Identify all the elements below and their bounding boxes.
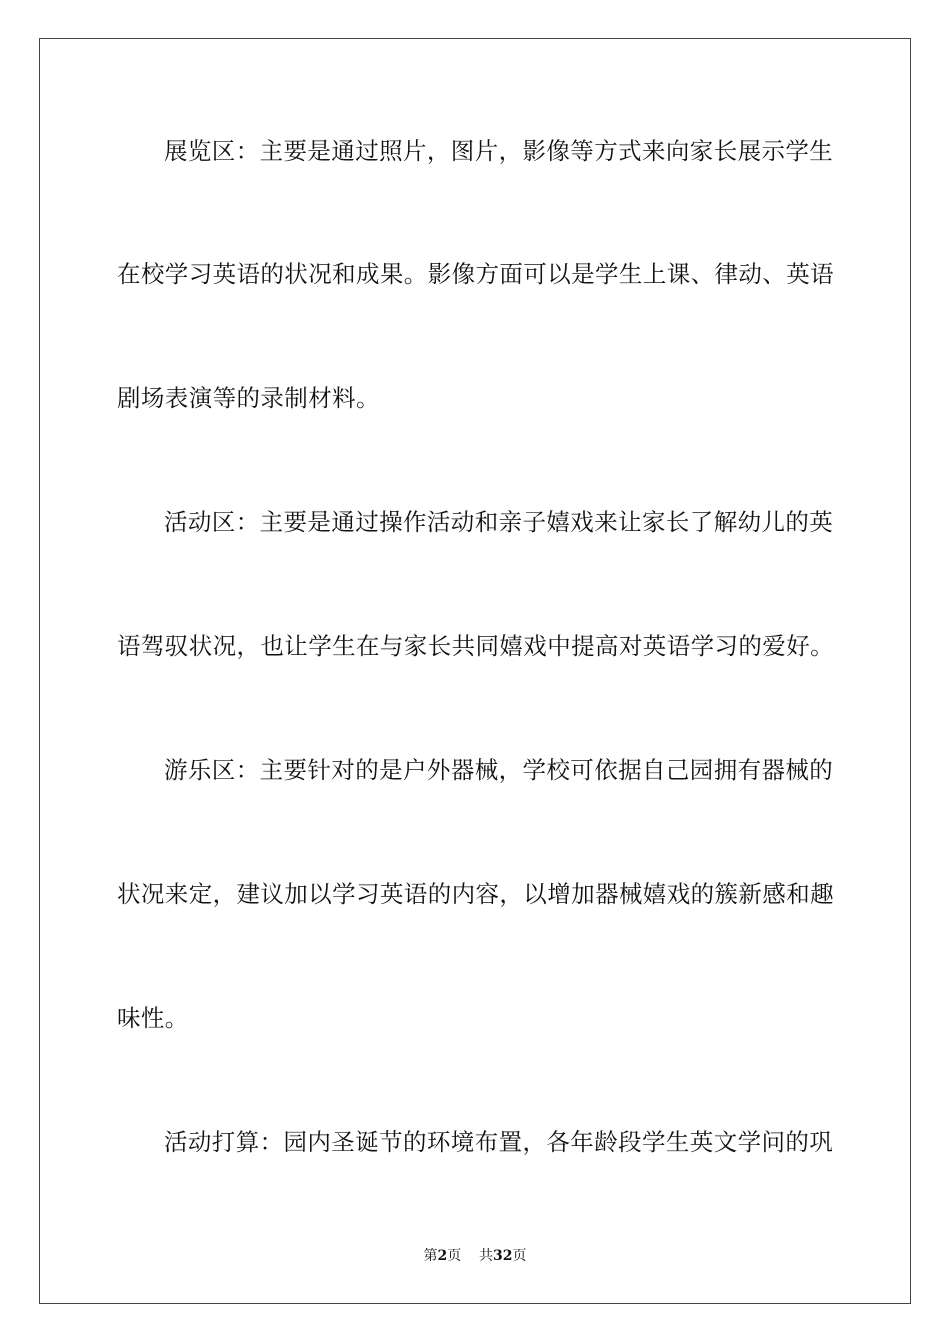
footer-page-number: 2 xyxy=(437,1248,448,1264)
paragraph-playground-line-3: 味性。 xyxy=(117,1004,189,1032)
footer-page-prefix: 第 xyxy=(423,1248,438,1264)
paragraph-activity-line-1: 活动区：主要是通过操作活动和亲子嬉戏来让家长了解幼儿的英 xyxy=(164,508,834,536)
paragraph-activity-line-2: 语驾驭状况，也让学生在与家长共同嬉戏中提高对英语学习的爱好。 xyxy=(117,632,834,660)
footer-page-suffix: 页 xyxy=(447,1248,462,1264)
paragraph-plan-line-1: 活动打算：园内圣诞节的环境布置，各年龄段学生英文学问的巩 xyxy=(164,1128,834,1156)
page-footer xyxy=(0,1246,950,1266)
paragraph-playground-line-1: 游乐区：主要针对的是户外器械，学校可依据自己园拥有器械的 xyxy=(164,756,834,784)
page-border xyxy=(39,38,911,1304)
footer-total-suffix: 页 xyxy=(512,1248,527,1264)
paragraph-exhibition-line-1: 展览区：主要是通过照片，图片，影像等方式来向家长展示学生 xyxy=(164,137,834,165)
footer-total-pages: 32 xyxy=(493,1248,513,1264)
paragraph-exhibition-line-2: 在校学习英语的状况和成果。影像方面可以是学生上课、律动、英语 xyxy=(117,260,834,288)
paragraph-playground-line-2: 状况来定，建议加以学习英语的内容，以增加器械嬉戏的簇新感和趣 xyxy=(117,880,834,908)
footer-total-prefix: 共 xyxy=(479,1248,494,1264)
paragraph-exhibition-line-3: 剧场表演等的录制材料。 xyxy=(117,384,380,412)
